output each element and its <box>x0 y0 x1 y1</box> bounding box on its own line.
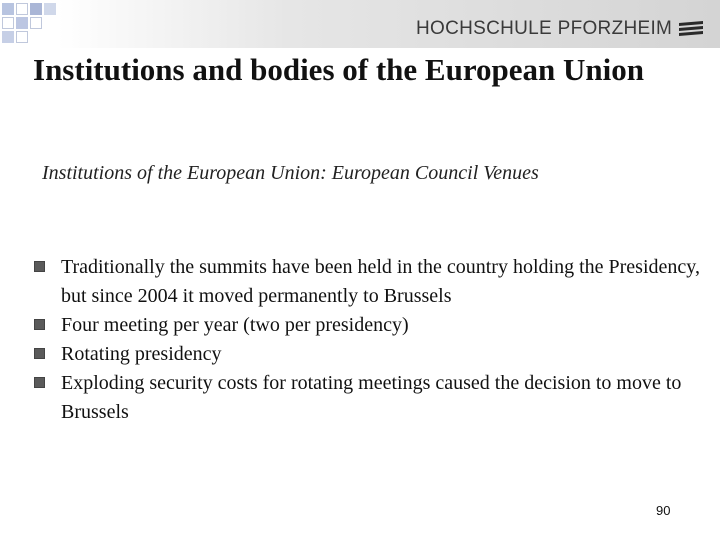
square-bullet-icon <box>34 348 45 359</box>
logo-text: HOCHSCHULE PFORZHEIM <box>416 18 673 39</box>
slide-title: Institutions and bodies of the European Union <box>33 52 644 87</box>
square-bullet-icon <box>34 261 45 272</box>
bullet-item <box>34 311 714 340</box>
bullet-list <box>34 253 714 427</box>
bullet-item <box>34 369 714 427</box>
bullet-item <box>34 253 714 311</box>
bullet-text: Rotating presidency <box>61 343 222 365</box>
header-bar <box>0 0 720 48</box>
bullet-text: Four meeting per year (two per presidency) <box>61 314 409 336</box>
university-logo <box>416 14 716 44</box>
decorative-squares <box>0 0 80 48</box>
bullet-text: Exploding security costs for rotating meetings caused the decision to move to Brussels <box>61 372 682 423</box>
slide-subtitle: Institutions of the European Union: European Council Venues <box>42 162 539 184</box>
bullet-item <box>34 340 714 369</box>
square-bullet-icon <box>34 319 45 330</box>
bullet-text: Traditionally the summits have been held in the country holding the Presidency, but since 2004 it moved permanently to Brussels <box>61 256 700 307</box>
square-bullet-icon <box>34 377 45 388</box>
stripes-logo-icon <box>678 20 704 38</box>
page-number: 90 <box>656 503 671 518</box>
